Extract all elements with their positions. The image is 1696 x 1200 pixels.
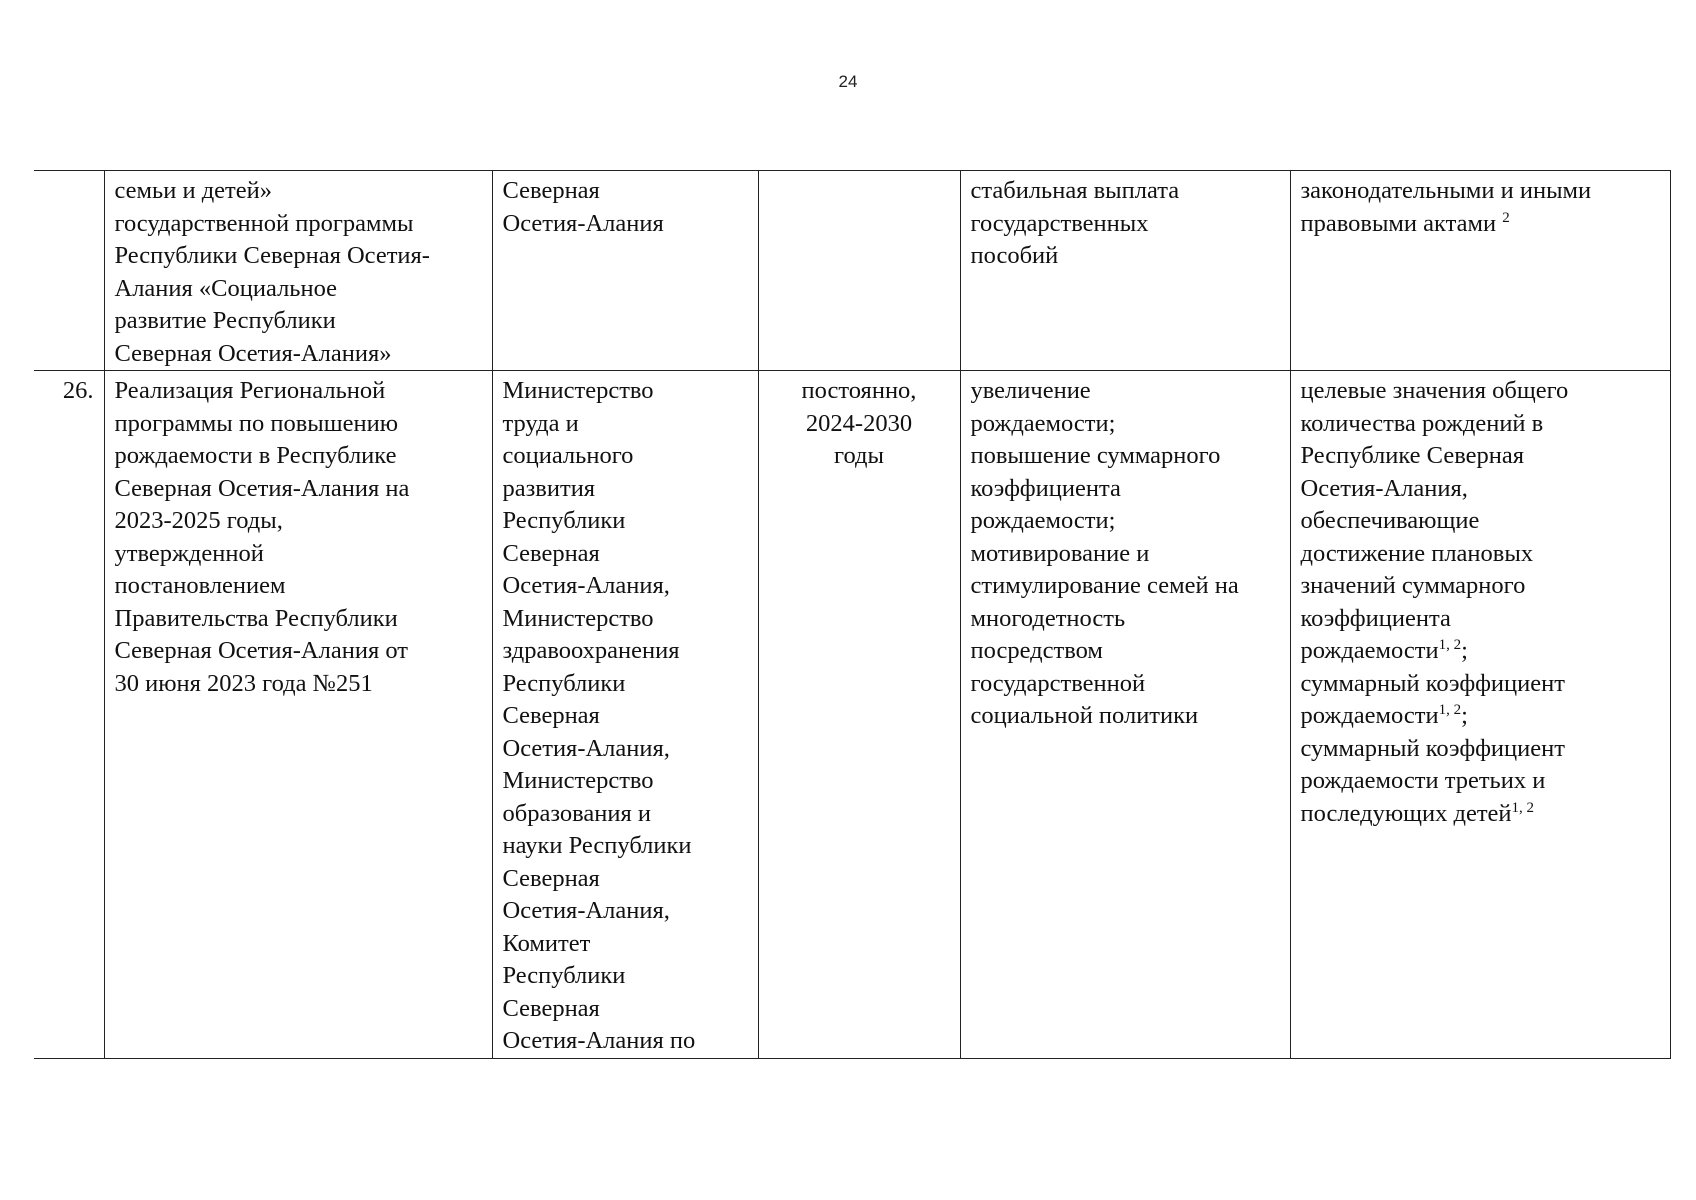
indicator-text: целевые значения общего количества рождений в Республике Северная Осетия-Алания, обеспечивающие достижение плановых значений суммарного коэффициента рождаемости bbox=[1300, 377, 1569, 664]
table-row bbox=[34, 171, 1670, 371]
indicator-text: ; суммарный коэффициент рождаемости третьих и последующих детей bbox=[1300, 702, 1565, 827]
footnote-ref: 1, 2 bbox=[1438, 702, 1462, 718]
period-cell: постоянно, 2024-2030 годы bbox=[758, 371, 960, 1059]
page-number: 24 bbox=[838, 72, 858, 91]
executor-cell: Северная Осетия-Алания bbox=[492, 171, 758, 371]
indicator-text: законодательными и иными правовыми актами bbox=[1300, 177, 1592, 237]
footnote-ref: 1, 2 bbox=[1511, 799, 1535, 816]
result-cell: увеличение рождаемости; повышение суммарного коэффициента рождаемости; мотивирование и стимулирование семей на многодетность посредством государственной социальной политики bbox=[960, 371, 1290, 1059]
period-cell bbox=[758, 171, 960, 371]
table-row bbox=[34, 371, 1670, 1059]
indicator-text: ; суммарный коэффициент рождаемости bbox=[1300, 637, 1565, 729]
footnote-ref: 2 bbox=[1502, 209, 1510, 226]
indicator-cell bbox=[1290, 371, 1670, 1059]
measures-table bbox=[34, 170, 1671, 1059]
measure-name-cell: семьи и детей» государственной программы Республики Северная Осетия- Алания «Социальное развитие Республики Северная Осетия-Алания» bbox=[104, 171, 492, 371]
footnote-ref: 1, 2 bbox=[1438, 637, 1462, 653]
measure-name-cell: Реализация Региональной программы по повышению рождаемости в Республике Северная Осетия-Алания на 2023-2025 годы, утвержденной постановлением Правительства Республики Северная Осетия-Алания от 30 июня 2023 года №251 bbox=[104, 371, 492, 1059]
row-number-cell: 26. bbox=[34, 371, 104, 1059]
indicator-cell bbox=[1290, 171, 1670, 371]
executor-cell: Министерство труда и социального развития Республики Северная Осетия-Алания, Министерство здравоохранения Республики Северная Осетия-Алания, Министерство образования и науки Республики Северная Осетия-Алания, Комитет Республики Северная Осетия-Алания по bbox=[492, 371, 758, 1059]
result-cell: стабильная выплата государственных пособий bbox=[960, 171, 1290, 371]
row-number-cell bbox=[34, 171, 104, 371]
